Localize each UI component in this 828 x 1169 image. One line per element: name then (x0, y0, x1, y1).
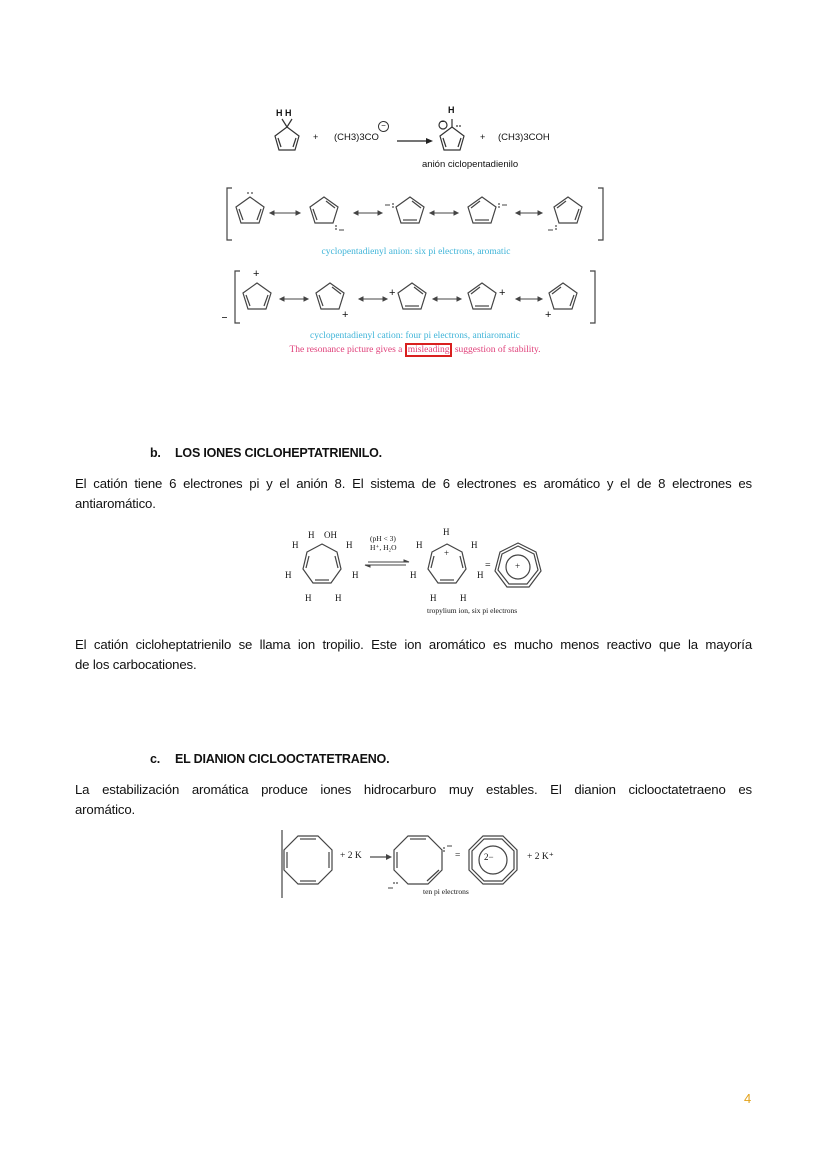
stability-note-before: The resonance picture gives a (289, 345, 403, 355)
figure-tropylium-formation (280, 524, 560, 620)
figure-cyclopentadienyl-cation-resonance (220, 265, 610, 365)
stability-note-highlight: misleading (405, 343, 453, 357)
section-b-paragraph-1 (75, 474, 752, 514)
atom-label-h: H (430, 593, 437, 603)
cation-caption: cyclopentadienyl cation: four pi electrons, antiaromatic (310, 331, 520, 341)
cation-charge-2: + (342, 309, 349, 321)
product-charge: − (440, 119, 445, 126)
section-c-title: EL DIANION CICLOOCTATETRAENO. (175, 752, 390, 766)
section-b-paragraph-1-last: antiaromático. (75, 496, 156, 511)
cation-charge-5: + (545, 309, 552, 321)
atom-label-h: H (335, 593, 342, 603)
stray-dash (222, 317, 227, 318)
reaction-conditions-reagents: H⁺, H₂O (370, 543, 397, 552)
anion-caption: cyclopentadienyl anion: six pi electrons, aromatic (321, 247, 511, 257)
anion-resonance-structures (224, 183, 608, 245)
plus-sign: + (480, 132, 486, 142)
atom-label-h: H (460, 593, 467, 603)
atom-label-h: H (308, 530, 315, 540)
plus-sign: + (313, 132, 319, 142)
stability-note-after: suggestion of stability. (454, 345, 541, 355)
reagent-potassium: + 2 K (340, 851, 362, 861)
byproduct-tert-butanol: (CH3)3COH (498, 132, 550, 143)
atom-label-h: H (471, 540, 478, 550)
atom-label-h: H (443, 527, 450, 537)
section-b-title: LOS IONES CICLOHEPTATRIENILO. (175, 446, 382, 460)
section-c-paragraph-1-line: La estabilización aromática produce iones hidrocarburo muy estables. El dianion ciclooctatetraeno es (75, 782, 752, 797)
reaction-conditions-ph: (pH < 3) (370, 534, 396, 543)
dianion-charge: 2− (484, 852, 494, 862)
tropylium-ring-charge: + (515, 561, 521, 571)
atom-label-h: H (416, 540, 423, 550)
page-number: 4 (744, 1091, 752, 1106)
cation-charge-3: + (389, 287, 396, 299)
product-caption: anión ciclopentadienilo (422, 159, 519, 170)
dianion-caption: ten pi electrons (423, 887, 469, 896)
section-b-heading (150, 446, 382, 460)
byproduct-potassium-ions: + 2 K⁺ (527, 852, 554, 862)
atom-label-h: H (285, 570, 292, 580)
tropylium-charge: + (444, 548, 450, 558)
section-b-paragraph-2 (75, 635, 752, 675)
cation-resonance-structures (220, 265, 610, 327)
atom-label-h: H (477, 570, 484, 580)
section-b-paragraph-2-line: El catión cicloheptatrienilo se llama ion tropilio. Este ion aromático es mucho menos reactivo que la mayoría (75, 637, 752, 652)
reagent-charge: − (378, 121, 389, 132)
equals-sign: = (455, 851, 461, 861)
figure-cyclopentadienyl-anion-formation (230, 100, 630, 175)
section-c-paragraph-1 (75, 780, 752, 820)
reagent-tert-butoxide: (CH3)3CO (334, 132, 379, 143)
section-b-paragraph-2-last: de los carbocationes. (75, 657, 197, 672)
cation-charge-1: + (253, 268, 260, 280)
section-b-number: b. (150, 446, 161, 460)
atom-label-oh: OH (324, 530, 337, 540)
tropylium-caption: tropylium ion, six pi electrons (427, 606, 518, 615)
stability-note (220, 345, 610, 355)
section-b-paragraph-1-line: El catión tiene 6 electrones pi y el anión 8. El sistema de 6 electrones es aromático y el de 8 electrones es (75, 476, 752, 491)
tropylium-scheme-drawing (280, 524, 560, 620)
section-c-number: c. (150, 752, 161, 766)
section-c-paragraph-1-last: aromático. (75, 802, 136, 817)
atom-label-h: H (352, 570, 359, 580)
figure-cyclooctatetraene-dianion (280, 830, 570, 902)
atom-label-h: H (305, 593, 312, 603)
atom-label-h: H (292, 540, 299, 550)
atom-label-h: H (346, 540, 353, 550)
reactant-hydrogens: H H (276, 108, 292, 118)
section-c-heading (150, 752, 389, 766)
equals-sign: = (485, 560, 491, 571)
figure-cyclopentadienyl-anion-resonance (224, 183, 608, 263)
cation-charge-4: + (499, 287, 506, 299)
product-hydrogen: H (448, 105, 455, 115)
atom-label-h: H (410, 570, 417, 580)
